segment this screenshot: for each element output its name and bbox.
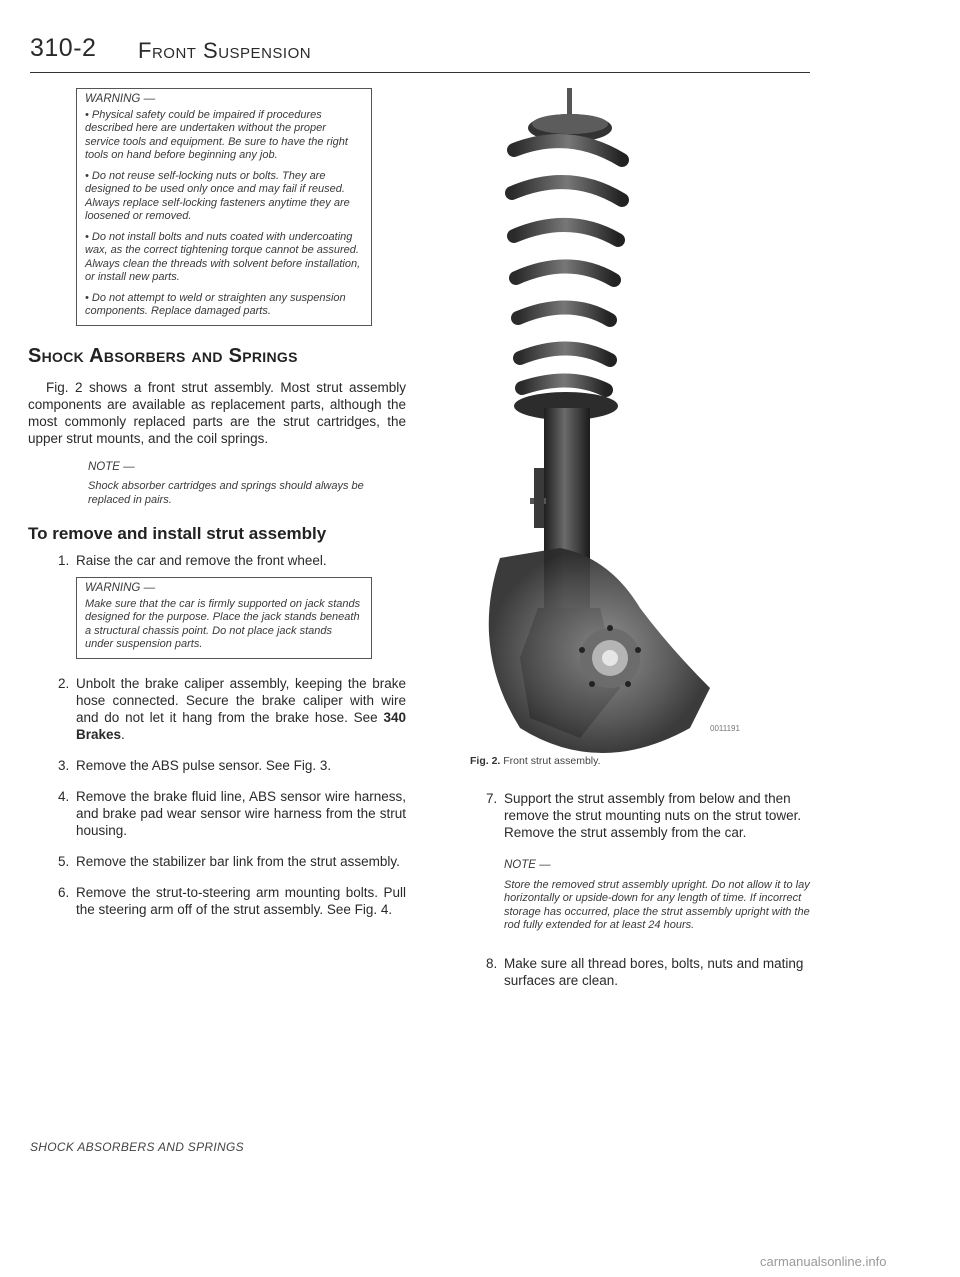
section-heading: Shock Absorbers and Springs — [28, 344, 298, 367]
note-storage — [504, 859, 820, 933]
step-text: Remove the strut-to-steering arm mounting bolts. Pull the steering arm off of the strut assembly. See Fig. 4. — [76, 884, 406, 917]
step-text: Remove the brake fluid line, ABS sensor wire harness, and brake pad wear sensor wire harness from the strut housing. — [76, 788, 406, 838]
warning-item: • Physical safety could be impaired if procedures described here are undertaken without the proper service tools and equipment. Be sure to have the right tools on hand before beginning any job. — [85, 108, 348, 161]
page-header — [30, 32, 810, 73]
step-number: 2. — [58, 675, 70, 691]
step-number: 3. — [58, 757, 70, 773]
cross-reference: 340 Brakes — [76, 709, 406, 742]
step-item — [28, 788, 406, 839]
step-number: 7. — [486, 791, 498, 806]
step-text: Remove the ABS pulse sensor. See Fig. 3. — [76, 757, 332, 773]
step-item — [28, 552, 406, 569]
site-watermark: carmanualsonline.info — [760, 1254, 887, 1269]
running-footer: SHOCK ABSORBERS AND SPRINGS — [30, 1140, 244, 1154]
section-paragraph: Fig. 2 shows a front strut assembly. Most strut assembly components are available as replacement parts, although the most commonly replaced parts are the strut cartridges, the upper strut mounts, and the coil springs. — [28, 379, 406, 446]
strut-assembly-photo — [460, 88, 760, 758]
chapter-title: Front Suspension — [138, 38, 312, 63]
note-pairs — [88, 461, 376, 508]
step-number: 4. — [58, 788, 70, 804]
step-item — [28, 675, 406, 743]
step-number: 6. — [58, 884, 70, 900]
step-item — [28, 884, 406, 918]
step-text: Make sure all thread bores, bolts, nuts and mating surfaces are clean. — [504, 955, 804, 988]
strut-illustration — [460, 88, 760, 758]
note-label: NOTE — — [504, 859, 551, 871]
warning-box-jack — [76, 577, 372, 659]
step-text: Support the strut assembly from below and then remove the strut mounting nuts on the strut tower. Remove the strut assembly from the car. — [504, 791, 802, 840]
figure-caption-text: Front strut assembly. — [503, 755, 601, 767]
step-item — [28, 853, 406, 870]
note-text: Store the removed strut assembly upright. Do not allow it to lay horizontally or upside-down for any length of time. If incorrect storage has occurred, place the strut assembly upright with the rod fully extended for at least 24 hours. — [504, 878, 810, 931]
figure-code: 0011191 — [710, 724, 740, 733]
step-text: Raise the car and remove the front wheel. — [76, 553, 327, 568]
warning-text: Make sure that the car is firmly supported on jack stands designed for the purpose. Place the jack stands beneath a structural chassis point. Do not place jack stands under suspension parts. — [85, 597, 361, 650]
page-number: 310-2 — [30, 34, 97, 62]
procedure-steps-cont — [28, 675, 406, 918]
step-number: 5. — [58, 853, 70, 869]
step-text: Unbolt the brake caliper assembly, keeping the brake hose connected. Secure the brake caliper with wire and do not let it hang from the brake hose. See — [76, 675, 406, 725]
warning-item: • Do not install bolts and nuts coated with undercoating wax, as the correct tightening torque cannot be assured. Always clean the threads with solvent before installation, or install new parts. — [85, 230, 361, 283]
step-item — [28, 757, 406, 774]
figure-caption — [470, 755, 601, 767]
procedure-heading: To remove and install strut assembly — [28, 524, 327, 543]
step-text-end: . — [121, 726, 125, 742]
figure-label: Fig. 2. — [470, 755, 501, 767]
step-item — [470, 955, 820, 989]
step-number: 1. — [58, 553, 70, 568]
step-text: Remove the stabilizer bar link from the strut assembly. — [76, 853, 400, 869]
warning-box-safety — [76, 88, 372, 326]
step-item — [470, 790, 820, 841]
procedure-steps — [28, 552, 406, 569]
step-number: 8. — [486, 955, 498, 971]
warning-label: WARNING — — [85, 93, 156, 105]
right-column-steps — [470, 790, 820, 1007]
warning-label: WARNING — — [85, 582, 156, 594]
warning-item: • Do not attempt to weld or straighten any suspension components. Replace damaged parts. — [85, 291, 346, 317]
left-column — [28, 88, 406, 932]
note-label: NOTE — — [88, 460, 135, 473]
note-text: Shock absorber cartridges and springs should always be replaced in pairs. — [88, 480, 364, 506]
warning-item: • Do not reuse self-locking nuts or bolts. They are designed to be used only once and may fail if reused. Always replace self-locking fasteners anytime they are loosened or removed. — [85, 169, 350, 222]
